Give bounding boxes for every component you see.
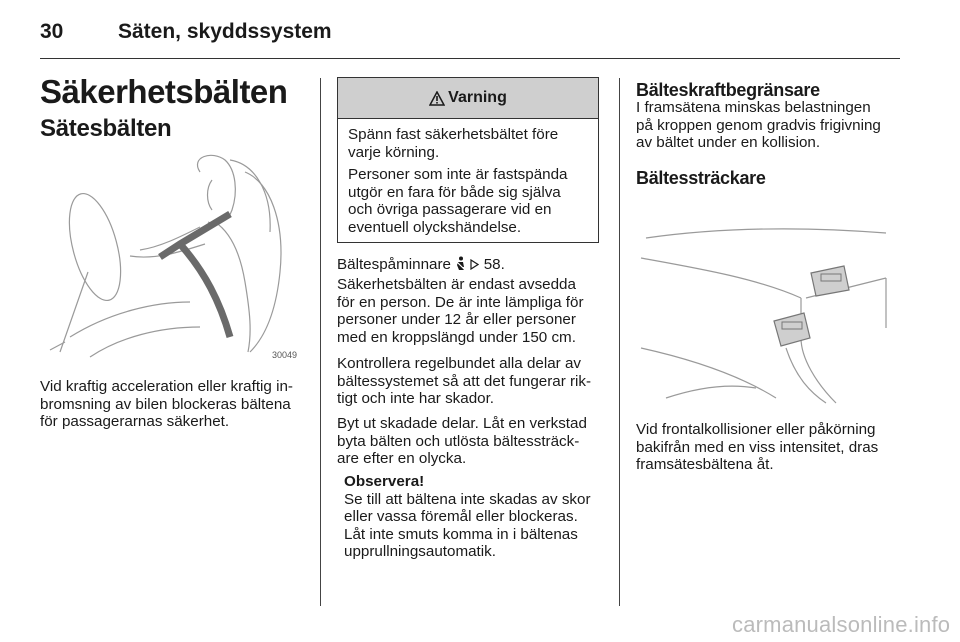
warning-box: [337, 77, 599, 243]
belt-tensioner-illustration: [636, 198, 901, 406]
chapter-title: Säten, skyddssystem: [118, 20, 332, 43]
tensioner-paragraph: Vid frontalkollisioner eller påkörning bakifrån med en viss intensitet, dras framsätesbältena åt.: [636, 421, 879, 474]
section-heading: Säkerhetsbälten: [40, 73, 288, 110]
note-title: Observera!: [344, 473, 425, 490]
warning-text-1: Spänn fast säkerhetsbältet före varje körning.: [348, 126, 559, 161]
limiter-heading: Bälteskraftbegränsare: [636, 80, 820, 100]
subsection-heading: Sätesbälten: [40, 115, 172, 142]
reminder-line: Bältespåminnare 58.: [337, 256, 505, 273]
inspection-paragraph: Kontrollera regelbundet alla delar av bältessystemet så att det fungerar rik- tigt och inte har skador.: [337, 355, 592, 408]
header-divider: [40, 58, 900, 59]
intro-paragraph: Vid kraftig acceleration eller kraftig in- bromsning av bilen blockeras bältena för passagerarnas säkerhet.: [40, 378, 293, 431]
note-block: [344, 473, 602, 561]
warning-title: Varning: [448, 89, 507, 106]
warning-text-2: Personer som inte är fastspända utgör en fara för både sig själva och övriga passagerare vid en eventuell olyckshändelse.: [348, 166, 568, 236]
note-text: Se till att bältena inte skadas av skor eller vassa föremål eller blockeras. Låt inte smuts komma in i bältenas upprullningsautomatik.: [344, 490, 591, 561]
watermark: carmanualsonline.info: [732, 612, 951, 637]
page-reference-arrow-icon: [470, 259, 479, 270]
seatbelt-driver-illustration: [40, 152, 305, 362]
page-number: 30: [40, 20, 64, 43]
limiter-paragraph: I framsätena minskas belastningen på kroppen genom gradvis frigivning av bältet under en kollision.: [636, 99, 881, 152]
column-divider-1: [320, 78, 321, 606]
usage-paragraph: Säkerhetsbälten är endast avsedda för en person. De är inte lämpliga för personer under 12 år eller personer med en kroppslängd under 150 cm.: [337, 276, 584, 346]
figure-code: 30049: [272, 350, 298, 360]
warning-triangle-icon: [429, 91, 445, 106]
seatbelt-reminder-icon: [455, 256, 466, 271]
warning-header: [338, 78, 598, 119]
tensioner-heading: Bältessträckare: [636, 168, 766, 188]
replacement-paragraph: Byt ut skadade delar. Låt en verkstad byta bälten och utlösta bältessträck- are efter en olycka.: [337, 415, 587, 468]
column-divider-2: [619, 78, 620, 606]
